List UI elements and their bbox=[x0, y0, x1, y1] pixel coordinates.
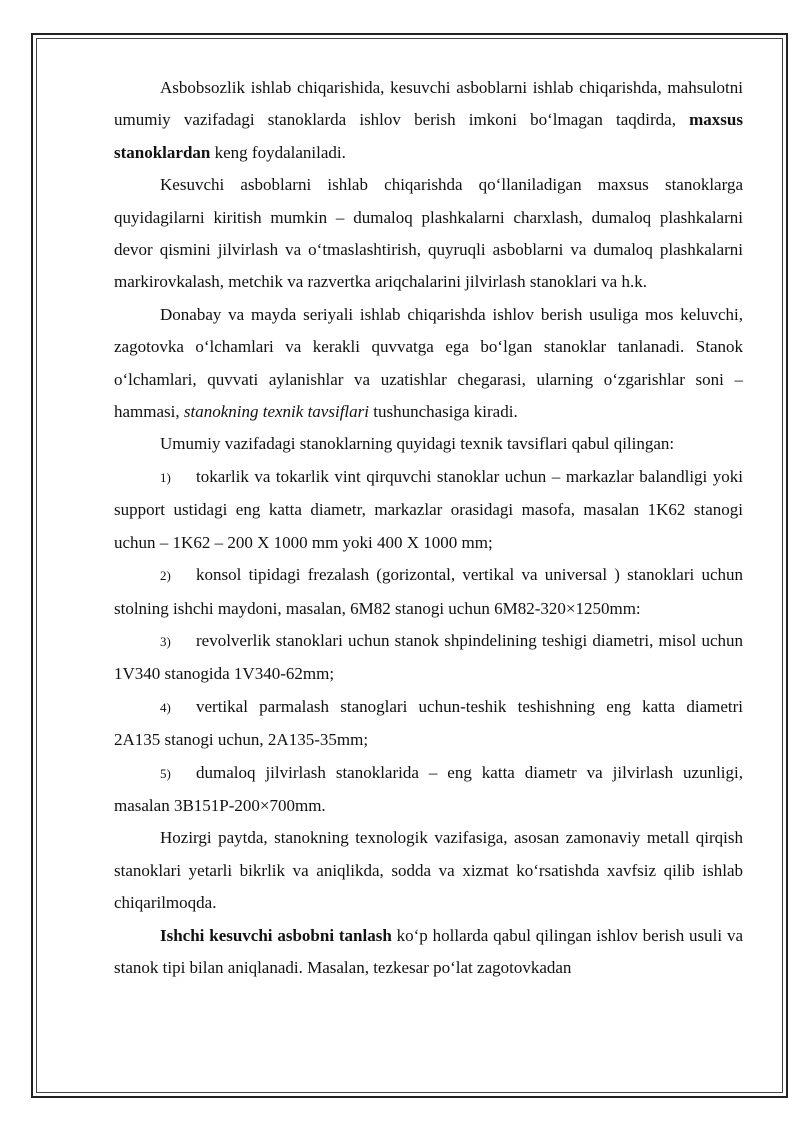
italic-term-technical-specs: stanokning texnik tavsiflari bbox=[183, 402, 369, 422]
paragraph-1: Asbobsozlik ishlab chiqarishida, kesuvchi asboblarni ishlab chiqarishda, mahsulotni umumiy vazifadagi stanoklarda ishlov berish imkoni bo‘lmagan taqdirda, maxsus stanoklardan keng foydalaniladi. bbox=[114, 78, 743, 162]
list-item: 5) dumaloq jilvirlash stanoklarida – eng katta diametr va jilvirlash uzunligi, masalan 3B151P-200×700mm. bbox=[114, 757, 743, 823]
list-item: 4) vertikal parmalash stanoglari uchun-teshik teshishning eng katta diametri 2A135 stanogi uchun, 2A135-35mm; bbox=[114, 691, 743, 757]
paragraph-6: Ishchi kesuvchi asbobni tanlash ko‘p hollarda qabul qilingan ishlov berish usuli va stanok tipi bilan aniqlanadi. Masalan, tezkesar po‘lat zagotovkadan bbox=[114, 925, 743, 977]
list-item: 2) konsol tipidagi frezalash (gorizontal, vertikal va universal ) stanoklari uchun stolning ishchi maydoni, masalan, 6M82 stanogi uchun 6M82-320×1250mm: bbox=[114, 559, 743, 625]
list-item: 3) revolverlik stanoklari uchun stanok shpindelining teshigi diametri, misol uchun 1V340 stanogida 1V340-62mm; bbox=[114, 625, 743, 691]
paragraph-2: Kesuvchi asboblarni ishlab chiqarishda qo‘llaniladigan maxsus stanoklarga quyidagilarni kiritish mumkin – dumaloq plashkalarni charxlash, dumaloq plashkalarni devor qismini jilvirlash va o‘tmaslashtirish, quyruqli asboblarni va dumaloq plashkalarni markirovkalash, metchik va razvertka ariqchalarini jilvirlash stanoklari va h.k. bbox=[114, 175, 743, 292]
paragraph-5: Hozirgi paytda, stanokning texnologik vazifasiga, asosan zamonaviy metall qirqish stanoklari yetarli bikrlik va aniqlikda, sodda va xizmat ko‘rsatishda xavfsiz qilib ishlab chiqarilmoqda. bbox=[114, 828, 743, 913]
list-number: 1) bbox=[160, 469, 171, 485]
bold-term-special-machines: maxsus stanoklardan bbox=[114, 110, 743, 162]
paragraph-3: Donabay va mayda seriyali ishlab chiqarishda ishlov berish usuliga mos keluvchi, zagotovka o‘lchamlari va kerakli quvvatga ega bo‘lgan stanoklar tanlanadi. Stanok o‘lchamlari, quvvati aylanishlar va uzatishlar chegarasi, ularning o‘zgarishlar soni – hammasi, stanokning texnik tavsiflari tushunchasiga kiradi. bbox=[114, 304, 743, 422]
list-number: 5) bbox=[160, 765, 171, 781]
paragraph-4: Umumiy vazifadagi stanoklarning quyidagi texnik tavsiflari qabul qilingan: bbox=[160, 434, 675, 454]
list-item: 1) tokarlik va tokarlik vint qirquvchi stanoklar uchun – markazlar balandligi yoki support ustidagi eng katta diametr, markazlar orasidagi masofa, masalan 1K62 stanogi uchun – 1K62 – 200 X 1000 mm yoki 400 X 1000 mm; bbox=[114, 461, 743, 559]
bold-term-tool-selection: Ishchi kesuvchi asbobni tanlash bbox=[160, 925, 392, 945]
list-number: 3) bbox=[160, 633, 171, 649]
list-number: 4) bbox=[160, 699, 171, 715]
document-body bbox=[114, 72, 743, 984]
list-number: 2) bbox=[160, 568, 171, 584]
